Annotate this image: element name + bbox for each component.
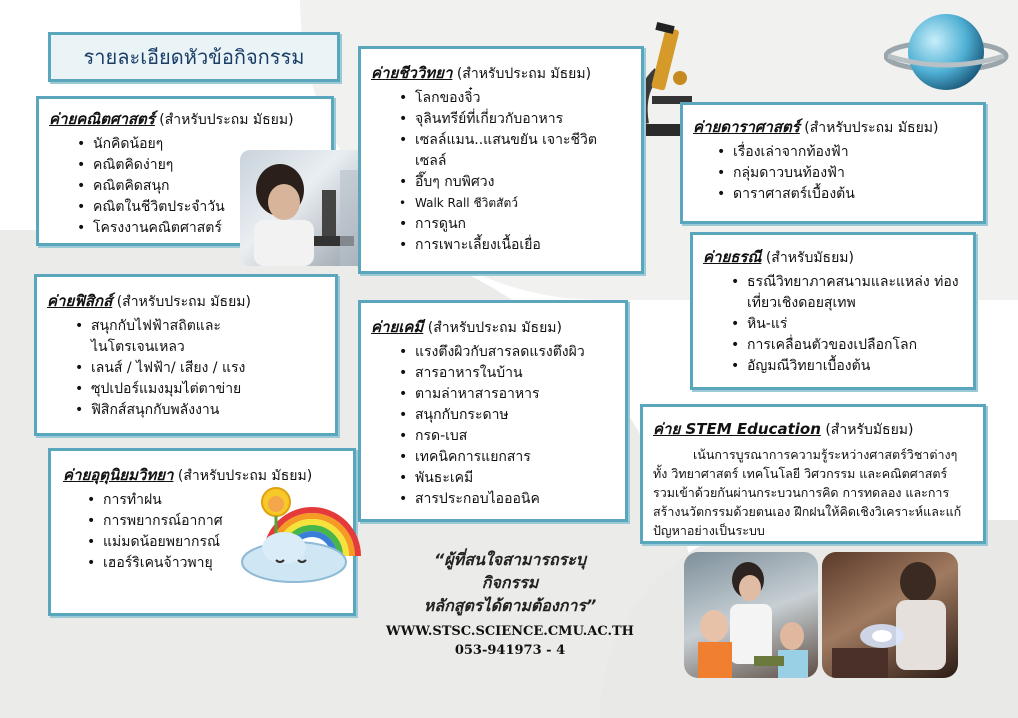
list-item: • คณิตในชีวิตประจำวัน [93, 197, 331, 218]
quote-line-1: “ผู้ที่สนใจสามารถระบุกิจกรรม [433, 550, 587, 592]
list-item: • ฟิสิกส์สนุกกับพลังงาน [91, 400, 335, 421]
page-title: รายละเอียดหัวข้อกิจกรรม [83, 45, 305, 69]
rainbow-cloud-icon [236, 478, 366, 584]
physics-camp-heading [47, 289, 335, 313]
stem-camp-panel [640, 404, 986, 544]
contact-info [380, 622, 640, 660]
list-item: • นักคิดน้อยๆ [93, 134, 331, 155]
camp-level: (สำหรับประถม มัธยม) [799, 120, 939, 136]
list-item: • เทคนิคการแยกสาร [415, 447, 625, 468]
list-item: • ตามล่าหาสารอาหาร [415, 384, 625, 405]
list-item: • แม่มดน้อยพยากรณ์ [103, 532, 353, 553]
camp-name: ค่ายธรณี [703, 248, 762, 266]
list-item: • เฮอร์ริเคนจ้าวพายุ [103, 553, 353, 574]
camp-level: (สำหรับประถม มัธยม) [452, 66, 592, 82]
physics-camp-panel [34, 274, 338, 436]
list-item: • พันธะเคมี [415, 468, 625, 489]
camp-level: (สำหรับประถม มัธยม) [112, 294, 251, 310]
list-item: • คณิตคิดง่ายๆ [93, 155, 331, 176]
list-item: • โลกของจิ๋ว [415, 88, 641, 109]
phone-number: 053-941973 - 4 [454, 643, 566, 658]
geology-camp-panel [690, 232, 976, 390]
chemistry-topic-list [371, 342, 625, 510]
camp-name: ค่ายฟิสิกส์ [47, 292, 113, 310]
astronomy-camp-panel [680, 102, 986, 224]
list-item: • กรด-เบส [415, 426, 625, 447]
list-item: • Walk Rall ชีวิตสัตว์ [415, 193, 641, 214]
list-item: • อึ๊บๆ กบพิศวง [415, 172, 641, 193]
geology-topic-list [703, 272, 973, 377]
list-item: • เรื่องเล่าจากท้องฟ้า [733, 142, 983, 163]
list-item: • โครงงานคณิตศาสตร์ [93, 218, 331, 239]
chemistry-camp-panel [358, 300, 628, 522]
chemistry-camp-heading [371, 315, 625, 339]
interest-quote [410, 548, 610, 617]
camp-name: ค่ายดาราศาสตร์ [693, 118, 800, 136]
camp-level: (สำหรับประถม มัธยม) [173, 468, 313, 484]
list-item: • อัญมณีวิทยาเบื้องต้น [747, 356, 973, 377]
camp-level: (สำหรับมัธยม) [820, 422, 914, 438]
list-item: • แรงตึงผิวกับสารลดแรงตึงผิว [415, 342, 625, 363]
physics-topic-list [47, 316, 335, 421]
math-camp-heading [49, 107, 331, 131]
list-item: • การเคลื่อนตัวของเปลือกโลก [747, 335, 973, 356]
stem-description: เน้นการบูรณาการความรู้ระหว่างศาสตร์วิชาต่างๆ ทั้ง วิทยาศาสตร์ เทคโนโลยี วิศวกรรม และคณิตศาสตร์ รวมเข้าด้วยกันผ่านกระบวนการคิด การทดลอง และการสร้างนวัตกรรมด้วยตนเอง ฝึกฝนให้คิดเชิงวิเคราะห์และแก้ปัญหาอย่างเป็นระบบ [653, 447, 962, 538]
list-item: • เลนส์ / ไฟฟ้า/ เสียง / แรง [91, 358, 335, 379]
list-item: • ธรณีวิทยาภาคสนามและแหล่ง ท่องเที่ยวเชิงดอยสุเทพ [747, 272, 962, 314]
biology-camp-heading [371, 61, 641, 85]
camp-level: (สำหรับมัธยม) [761, 250, 854, 266]
camp-name: ค่ายชีววิทยา [371, 64, 453, 82]
list-item: • สนุกกับกระดาษ [415, 405, 625, 426]
list-item: • การดูนก [415, 214, 641, 235]
planet-icon [884, 4, 1014, 104]
list-item: • หิน-แร่ [747, 314, 973, 335]
list-item: • จุลินทรีย์ที่เกี่ยวกับอาหาร [415, 109, 641, 130]
list-item: • กลุ่มดาวบนท้องฟ้า [733, 163, 983, 184]
lab-experiment-photo [822, 552, 958, 678]
camp-level: (สำหรับประถม มัธยม) [423, 320, 562, 336]
camp-name: ค่ายเคมี [371, 318, 424, 336]
camp-level: (สำหรับประถม มัธยม) [154, 112, 294, 128]
list-item: • สารประกอบไอออนิค [415, 489, 625, 510]
page-title-box [48, 32, 340, 82]
camp-name: ค่ายคณิตศาสตร์ [49, 110, 155, 128]
list-item: • คณิตคิดสนุก [93, 176, 331, 197]
quote-line-2: หลักสูตรได้ตามต้องการ” [423, 596, 597, 615]
list-item: • สนุกกับไฟฟ้าสถิตและ ไนโตรเจนเหลว [91, 316, 261, 358]
stem-camp-heading [653, 417, 973, 441]
list-item: • การเพาะเลี้ยงเนื้อเยื่อ [415, 235, 641, 256]
biology-camp-panel [358, 46, 644, 274]
camp-name: ค่ายอุตุนิยมวิทยา [63, 466, 174, 484]
list-item: • การพยากรณ์อากาศ [103, 511, 353, 532]
astronomy-topic-list [693, 142, 983, 205]
list-item: • ซุปเปอร์แมงมุมไต่ตาข่าย [91, 379, 335, 400]
list-item: • เซลล์แมน..แสนขยัน เจาะชีวิต เซลล์ [415, 130, 630, 172]
geology-camp-heading [703, 245, 973, 269]
astronomy-camp-heading [693, 115, 983, 139]
list-item: • ดาราศาสตร์เบื้องต้น [733, 184, 983, 205]
biology-topic-list [371, 88, 641, 256]
teacher-students-photo [684, 552, 818, 678]
website-url: WWW.STSC.SCIENCE.CMU.AC.TH [386, 624, 634, 639]
list-item: • การทำฝน [103, 490, 353, 511]
list-item: • สารอาหารในบ้าน [415, 363, 625, 384]
camp-name: ค่าย STEM Education [653, 420, 821, 438]
